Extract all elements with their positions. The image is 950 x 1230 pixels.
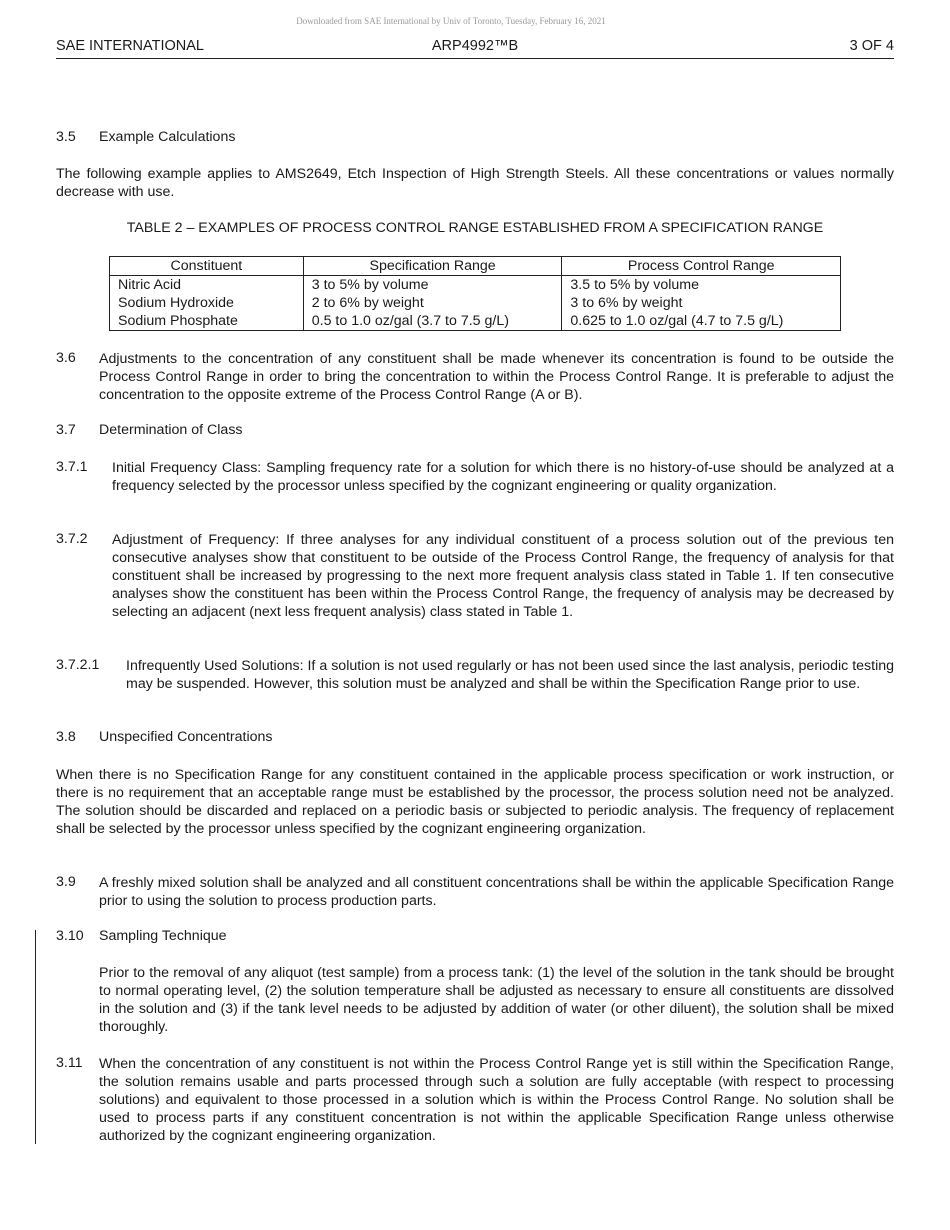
section-3-10-paragraph: Prior to the removal of any aliquot (test sample) from a process tank: (1) the level of the solution in the tank should be brought to normal operating level, (2) the solution temperature shall be adjusted as necessary to ensure all constituents are dissolved in the solution and (3) if the tank level needs to be adjusted by addition of water (or other diluent), the solution shall be mixed thoroughly.	[99, 965, 894, 1035]
column-header-specification-range: Specification Range	[303, 257, 562, 276]
section-3-8-title: Unspecified Concentrations	[99, 729, 273, 745]
section-3-7-2-number: 3.7.2	[56, 531, 88, 547]
header-rule	[56, 58, 894, 59]
header-page-number: 3 OF 4	[849, 38, 894, 54]
section-3-5-title: Example Calculations	[99, 129, 236, 145]
section-3-8-number: 3.8	[56, 729, 76, 745]
section-3-7-2-1-number: 3.7.2.1	[56, 657, 100, 673]
section-3-7-number: 3.7	[56, 422, 76, 438]
download-banner: Downloaded from SAE International by Univ of Toronto, Tuesday, February 16, 2021	[296, 16, 606, 26]
section-3-10-number: 3.10	[56, 928, 84, 944]
section-3-6-number: 3.6	[56, 350, 76, 366]
table-cell: Sodium Hydroxide	[110, 294, 304, 312]
header-doc-id: ARP4992™B	[431, 38, 519, 54]
table-row	[110, 294, 841, 312]
table-cell: 0.5 to 1.0 oz/gal (3.7 to 7.5 g/L)	[303, 312, 562, 331]
section-3-7-title: Determination of Class	[99, 422, 243, 438]
header-org: SAE INTERNATIONAL	[56, 38, 204, 54]
table-cell: 0.625 to 1.0 oz/gal (4.7 to 7.5 g/L)	[562, 312, 841, 331]
section-3-8-paragraph: When there is no Specification Range for any constituent contained in the applicable process specification or work instruction, or there is no requirement that an acceptable range must be established by the processor, the process solution need not be analyzed. The solution should be discarded and replaced on a periodic basis or subjected to periodic analysis. The frequency of replacement shall be selected by the processor unless specified by the cognizant engineering organization.	[56, 767, 894, 837]
table-row	[110, 276, 841, 295]
section-3-5-number: 3.5	[56, 129, 76, 145]
table-header-row	[110, 257, 841, 276]
section-3-9-text: A freshly mixed solution shall be analyzed and all constituent concentrations shall be within the applicable Specification Range prior to using the solution to process production parts.	[99, 875, 894, 909]
table-cell: 3.5 to 5% by volume	[562, 276, 841, 295]
section-3-5-paragraph: The following example applies to AMS2649, Etch Inspection of High Strength Steels. All these concentrations or values normally decrease with use.	[56, 166, 894, 200]
section-3-6-text: Adjustments to the concentration of any constituent shall be made whenever its concentration is found to be outside the Process Control Range in order to bring the concentration to within the Process Control Range. It is preferable to adjust the concentration to the opposite extreme of the Process Control Range (A or B).	[99, 351, 894, 403]
page-header	[56, 38, 894, 58]
table-2-caption: TABLE 2 – EXAMPLES OF PROCESS CONTROL RANGE ESTABLISHED FROM A SPECIFICATION RANGE	[126, 220, 824, 236]
table-cell: 3 to 6% by weight	[562, 294, 841, 312]
table-cell: Nitric Acid	[110, 276, 304, 295]
section-3-10-title: Sampling Technique	[99, 928, 227, 944]
section-3-7-2-text: Adjustment of Frequency: If three analyses for any individual constituent of a process solution out of the previous ten consecutive analyses show that constituent to be outside of the Process Control Range, the frequency of analysis for that constituent shall be increased by progressing to the next more frequent analysis class stated in Table 1. If ten consecutive analyses show the constituent has been within the Process Control Range, the frequency of analysis may be decreased by selecting an adjacent (next less frequent analysis) class stated in Table 1.	[112, 532, 894, 620]
table-cell: Sodium Phosphate	[110, 312, 304, 331]
section-3-9-number: 3.9	[56, 874, 76, 890]
revision-change-bar	[35, 930, 36, 1144]
table-cell: 2 to 6% by weight	[303, 294, 562, 312]
section-3-11-text: When the concentration of any constituent is not within the Process Control Range yet is still within the Specification Range, the solution remains usable and parts processed through such a solution are fully acceptable (with respect to processing solutions) and equivalent to those processed in a solution which is within the Process Control Range. No solution shall be used to process parts if any constituent concentration is not within the applicable Specification Range unless otherwise authorized by the cognizant engineering organization.	[99, 1056, 894, 1144]
table-row	[110, 312, 841, 331]
section-3-7-1-text: Initial Frequency Class: Sampling frequency rate for a solution for which there is no history-of-use should be analyzed at a frequency selected by the processor unless specified by the cognizant engineering or quality organization.	[112, 460, 894, 494]
column-header-constituent: Constituent	[110, 257, 304, 276]
section-3-7-2-1-text: Infrequently Used Solutions: If a solution is not used regularly or has not been used since the last analysis, periodic testing may be suspended. However, this solution must be analyzed and shall be within the Specification Range prior to use.	[126, 658, 894, 692]
column-header-process-control-range: Process Control Range	[562, 257, 841, 276]
section-3-11-number: 3.11	[56, 1055, 83, 1071]
table-2	[109, 256, 841, 331]
table-cell: 3 to 5% by volume	[303, 276, 562, 295]
section-3-7-1-number: 3.7.1	[56, 459, 88, 475]
